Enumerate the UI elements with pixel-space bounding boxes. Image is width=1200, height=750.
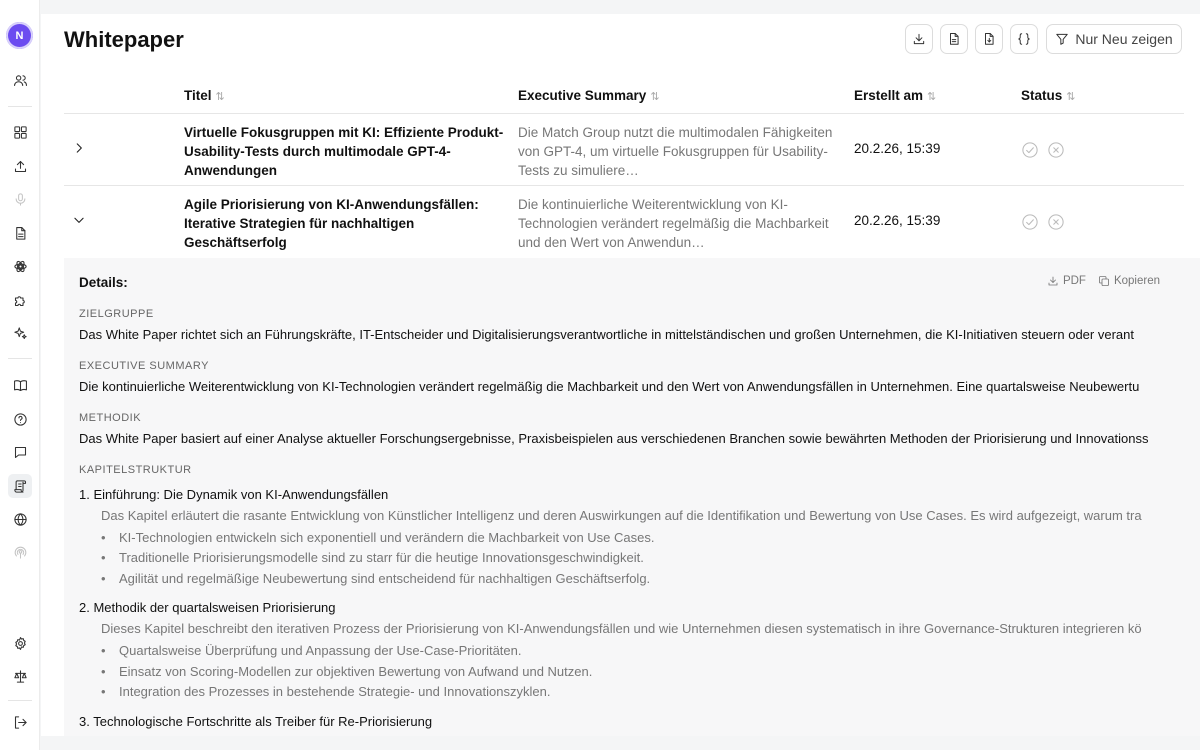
chapter-desc: Das Kapitel erläutert die rasante Entwicklung von Künstlicher Intelligenz und deren Auswirkungen auf die Identifikation und Bewertung von Use Cases. Es wird aufgezeigt, warum tra bbox=[101, 508, 1142, 523]
export-file-button[interactable] bbox=[975, 24, 1003, 54]
help-icon[interactable] bbox=[8, 407, 32, 431]
sort-icon: ⇅ bbox=[650, 91, 660, 103]
app-logo[interactable] bbox=[6, 22, 33, 49]
table-header bbox=[64, 76, 1184, 114]
approve-circle-icon[interactable] bbox=[1021, 141, 1039, 159]
app-logo-text: N bbox=[15, 29, 24, 42]
approve-circle-icon[interactable] bbox=[1021, 213, 1039, 231]
section-text-executive-summary: Die kontinuierliche Weiterentwicklung von KI-Technologien verändert regelmäßig die Machbarkeit und den Wert von Anwendungsfällen in Unternehmen. Eine quartalsweise Neubewertu bbox=[79, 379, 1140, 394]
main-panel bbox=[41, 14, 1200, 736]
chapter-title: 2. Methodik der quartalsweisen Priorisierung bbox=[79, 600, 336, 615]
podcast-icon[interactable] bbox=[8, 540, 32, 564]
sidebar bbox=[0, 0, 40, 750]
puzzle-icon[interactable] bbox=[8, 288, 32, 312]
chapter-bullet: • Agilität und regelmäßige Neubewertung sind entscheidend für nachhaltigen Geschäftserfolg. bbox=[101, 571, 650, 586]
document-icon[interactable] bbox=[8, 221, 32, 245]
chapter-bullet: • Integration des Prozesses in bestehende Strategie- und Innovationszyklen. bbox=[101, 684, 550, 699]
download-button[interactable] bbox=[905, 24, 933, 54]
section-label-methodik: METHODIK bbox=[79, 412, 142, 424]
chapter-bullet: • KI-Technologien entwickeln sich exponentiell und verändern die Machbarkeit von Use Cases. bbox=[101, 530, 654, 545]
export-json-button[interactable] bbox=[1010, 24, 1038, 54]
pdf-button[interactable] bbox=[1047, 275, 1086, 287]
whitepaper-table bbox=[64, 76, 1184, 258]
row-title: Virtuelle Fokusgruppen mit KI: Effiziente Produkt-Usability-Tests durch multimodale GPT-4-Anwendungen bbox=[184, 125, 504, 178]
section-text-methodik: Das White Paper basiert auf einer Analyse aktueller Forschungsergebnisse, Praxisbeispielen aus verschiedenen Branchen sowie bewährten Methoden der Priorisierung und Innovationss bbox=[79, 431, 1149, 446]
section-label-executive-summary: EXECUTIVE SUMMARY bbox=[79, 360, 209, 372]
book-icon[interactable] bbox=[8, 373, 32, 397]
table-row[interactable] bbox=[64, 114, 1184, 186]
chapter-bullet: • Einsatz von Scoring-Modellen zur objektiven Bewertung von Aufwand und Nutzen. bbox=[101, 664, 592, 679]
page-title: Whitepaper bbox=[64, 27, 184, 52]
row-title: Agile Priorisierung von KI-Anwendungsfällen: Iterative Strategien für nachhaltigen Geschäftserfolg bbox=[184, 197, 479, 250]
filter-new-button[interactable] bbox=[1046, 24, 1182, 54]
row-summary: Die kontinuierliche Weiterentwicklung von KI-Technologien verändert regelmäßig die Machbarkeit und den Wert von Anwendun… bbox=[518, 197, 829, 250]
scroll-icon[interactable] bbox=[8, 474, 32, 498]
section-label-zielgruppe: ZIELGRUPPE bbox=[79, 308, 154, 320]
globe-icon[interactable] bbox=[8, 507, 32, 531]
chapter-bullet: • Quartalsweise Überprüfung und Anpassung der Use-Case-Prioritäten. bbox=[101, 643, 522, 658]
chevron-right-icon[interactable] bbox=[72, 141, 88, 157]
row-status bbox=[1021, 141, 1065, 159]
table-row[interactable] bbox=[64, 186, 1184, 258]
column-header-created[interactable]: Erstellt am ⇅ bbox=[854, 88, 937, 103]
details-panel bbox=[64, 258, 1200, 736]
chapter-desc: Dieses Kapitel beschreibt den iterativen Prozess der Priorisierung von KI-Anwendungsfällen und wie Unternehmen diesen systematisch in ihre Governance-Strukturen integrieren kö bbox=[101, 621, 1142, 636]
copy-icon bbox=[1098, 275, 1110, 287]
sparkles-icon[interactable] bbox=[8, 321, 32, 345]
sort-icon: ⇅ bbox=[927, 91, 937, 103]
chapter-title: 1. Einführung: Die Dynamik von KI-Anwendungsfällen bbox=[79, 487, 389, 502]
file-text-icon bbox=[947, 32, 961, 46]
details-title: Details: bbox=[79, 275, 128, 290]
dashboard-icon[interactable] bbox=[8, 120, 32, 144]
scale-icon[interactable] bbox=[8, 664, 32, 688]
row-created: 20.2.26, 15:39 bbox=[854, 141, 941, 156]
pdf-label: PDF bbox=[1062, 275, 1086, 287]
settings-icon[interactable] bbox=[8, 631, 32, 655]
braces-icon bbox=[1017, 32, 1031, 46]
details-actions bbox=[1047, 275, 1160, 287]
microphone-icon[interactable] bbox=[8, 187, 32, 211]
sort-icon: ⇅ bbox=[1066, 91, 1076, 103]
chevron-down-icon[interactable] bbox=[72, 213, 88, 229]
copy-label: Kopieren bbox=[1113, 275, 1160, 287]
reject-circle-icon[interactable] bbox=[1047, 141, 1065, 159]
row-summary: Die Match Group nutzt die multimodalen Fähigkeiten von GPT-4, um virtuelle Fokusgruppen für Usability-Tests zu simuliere… bbox=[518, 125, 833, 178]
section-label-kapitelstruktur: KAPITELSTRUKTUR bbox=[79, 464, 192, 476]
column-header-summary[interactable]: Executive Summary ⇅ bbox=[518, 88, 660, 103]
sort-icon: ⇅ bbox=[215, 91, 225, 103]
logout-icon[interactable] bbox=[8, 710, 32, 734]
export-csv-button[interactable] bbox=[940, 24, 968, 54]
row-created: 20.2.26, 15:39 bbox=[854, 213, 941, 228]
chat-icon[interactable] bbox=[8, 440, 32, 464]
download-icon bbox=[1047, 275, 1059, 287]
column-header-status[interactable]: Status ⇅ bbox=[1021, 88, 1076, 103]
upload-icon[interactable] bbox=[8, 154, 32, 178]
copy-button[interactable] bbox=[1098, 275, 1160, 287]
chapter-bullet: • Traditionelle Priorisierungsmodelle sind zu starr für die heutige Innovationsgeschwindigkeit. bbox=[101, 550, 644, 565]
filter-new-label: Nur Neu zeigen bbox=[1075, 31, 1173, 47]
row-status bbox=[1021, 213, 1065, 231]
chapter-title: 3. Technologische Fortschritte als Treiber für Re-Priorisierung bbox=[79, 714, 433, 729]
filter-icon bbox=[1055, 32, 1069, 46]
ai-flower-icon[interactable] bbox=[8, 254, 32, 278]
download-icon bbox=[912, 32, 926, 46]
reject-circle-icon[interactable] bbox=[1047, 213, 1065, 231]
column-header-title[interactable]: Titel ⇅ bbox=[184, 88, 225, 103]
file-download-icon bbox=[982, 32, 996, 46]
section-text-zielgruppe: Das White Paper richtet sich an Führungskräfte, IT-Entscheider und Digitalisierungsverantwortliche in mittelständischen und großen Unternehmen, die KI-Initiativen steuern oder verant bbox=[79, 327, 1134, 342]
users-icon[interactable] bbox=[8, 68, 32, 92]
